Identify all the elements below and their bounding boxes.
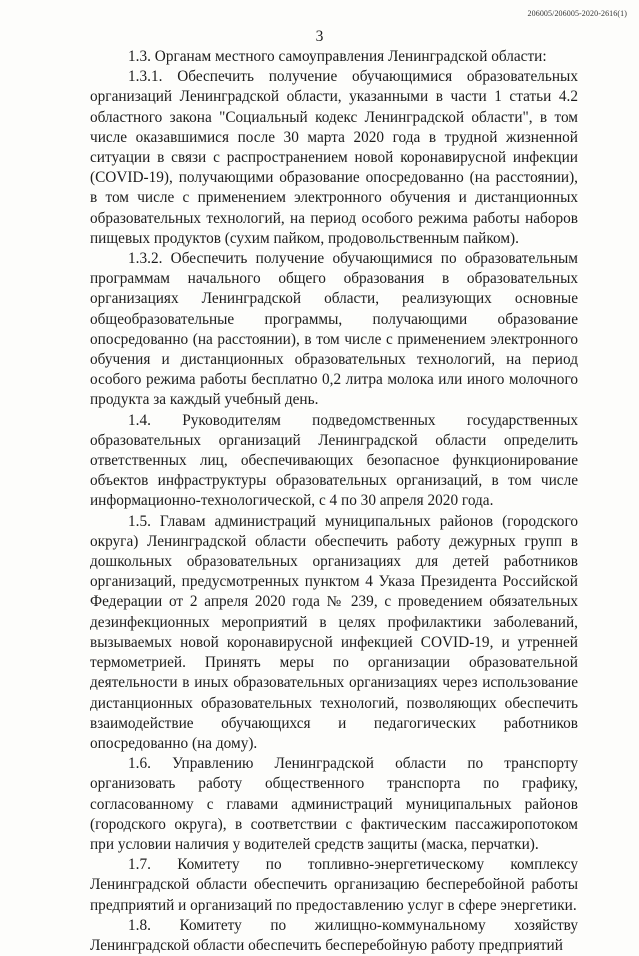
paragraph-1-7: 1.7. Комитету по топливно-энергетическому комплексу Ленинградской области обеспечить организацию бесперебойной работы предприятий и организаций по предоставлению услуг в сфере энергетики. (90, 856, 578, 914)
paragraph-1-3: 1.3. Органам местного самоуправления Ленинградской области: (128, 48, 547, 65)
paragraph-1-5: 1.5. Главам администраций муниципальных районов (городского округа) Ленинградской области обеспечить работу дежурных групп в дошкольных образовательных организациях для детей работников организаций, предусмотренных пунктом 4 Указа Президента Российской Федерации от 2 апреля 2020 года № 239, с проведением обязательных дезинфекционных мероприятий в целях профилактики заболеваний, вызываемых новой коронавирусной инфекцией COVID-19, и утренней термометрией. Принять меры по организации образовательной деятельности в иных образовательных организациях через использование дистанционных образовательных технологий, позволяющих обеспечить взаимодействие обучающихся и педагогических работников опосредованно (на дому). (90, 512, 578, 752)
paragraph-1-8: 1.8. Комитету по жилищно-коммунальному хозяйству Ленинградской области обеспечить бесперебойную работу предприятий (90, 916, 578, 954)
paragraph-1-3-2: 1.3.2. Обеспечить получение обучающимися по образовательным программам начального общего образования в образовательных организациях Ленинградской области, реализующих основные общеобразовательные программы, получающими образование опосредованно (на расстоянии), в том числе с применением электронного обучения и дистанционных образовательных технологий, на период особого режима работы бесплатно 0,2 литра молока или иного молочного продукта за каждый учебный день. (90, 250, 578, 409)
page-number: 3 (315, 28, 324, 45)
paragraph-1-3-1: 1.3.1. Обеспечить получение обучающимися образовательных организаций Ленинградской области, указанными в части 1 статьи 4.2 областного закона "Социальный кодекс Ленинградской области", в том числе оказавшимися после 30 марта 2020 года в трудной жизненной ситуации в связи с распространением новой коронавирусной инфекции (COVID-19), получающими образование опосредованно (на расстоянии), в том числе с применением электронного обучения и дистанционных образовательных технологий, на период особого режима работы наборов пищевых продуктов (сухим пайком, продовольственным пайком). (90, 68, 578, 247)
document-body (90, 47, 578, 956)
paragraph-1-6: 1.6. Управлению Ленинградской области по транспорту организовать работу общественного транспорта по графику, согласованному с главами администраций муниципальных районов (городского округа), в соответствии с фактическим пассажиропотоком при условии наличия у водителей средств защиты (маска, перчатки). (90, 755, 578, 853)
document-code: 206005/206005-2020-2616(1) (527, 9, 627, 18)
paragraph-1-4: 1.4. Руководителям подведомственных государственных образовательных организаций Ленинградской области определить ответственных лиц, обеспечивающих безопасное функционирование объектов инфраструктуры образовательных организаций, в том числе информационно-технологической, с 4 по 30 апреля 2020 года. (90, 411, 578, 510)
